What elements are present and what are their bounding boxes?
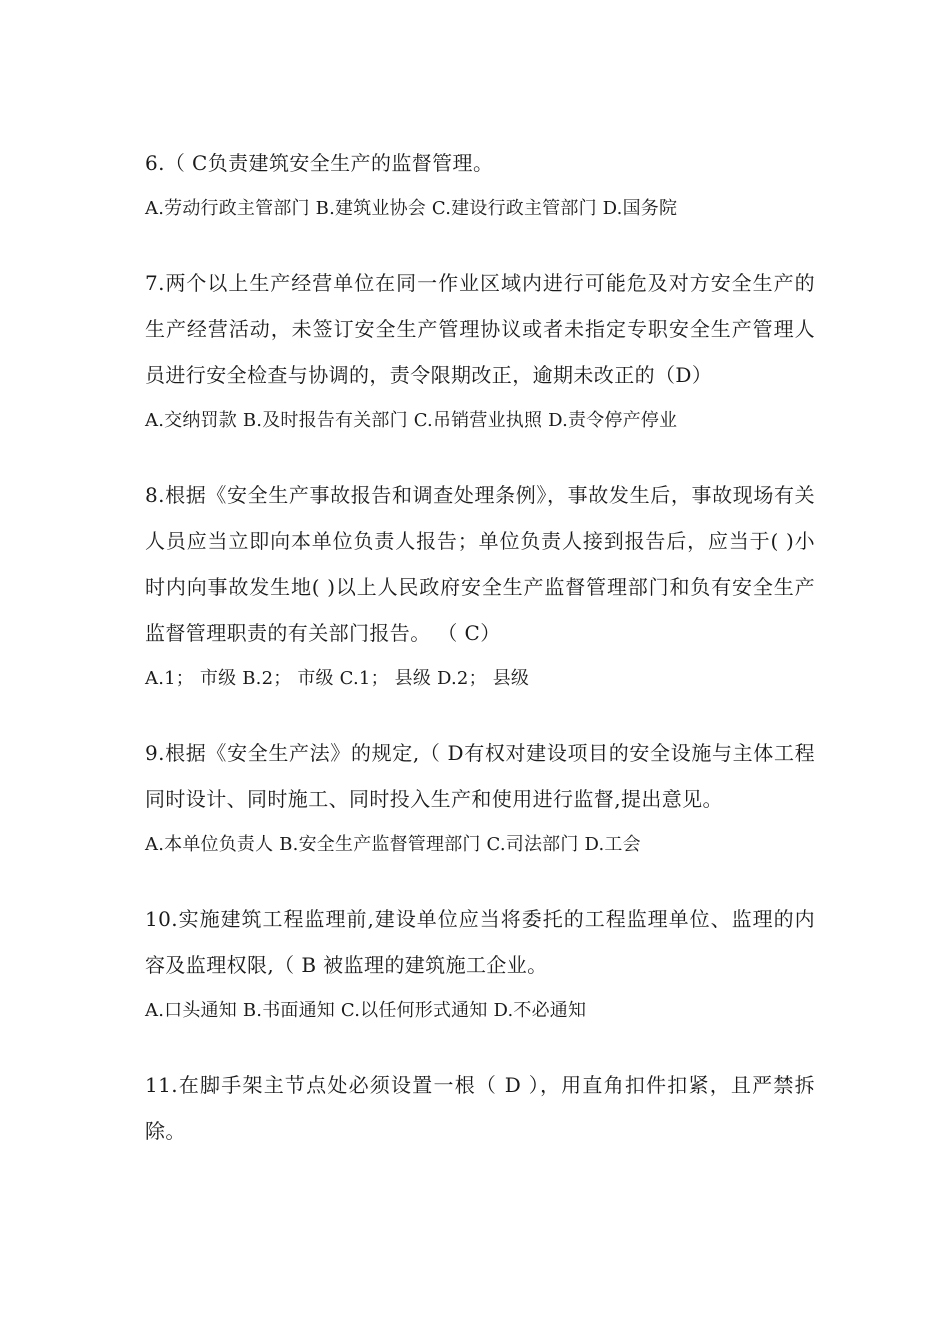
question-8 xyxy=(145,472,815,702)
question-6 xyxy=(145,140,815,232)
question-stem: 8.根据《安全生产事故报告和调查处理条例》，事故发生后，事故现场有关人员应当立即向本单位负责人报告；单位负责人接到报告后，应当于( )小时内向事故发生地( )以上人民政府安全生产监督管理部门和负有安全生产监督管理职责的有关部门报告。 （ C） xyxy=(145,483,815,645)
question-stem: 9.根据《安全生产法》的规定,（ D有权对建设项目的安全设施与主体工程同时设计、同时施工、同时投入生产和使用进行监督,提出意见。 xyxy=(145,741,815,811)
question-stem: 7.两个以上生产经营单位在同一作业区域内进行可能危及对方安全生产的生产经营活动，未签订安全生产管理协议或者未指定专职安全生产管理人员进行安全检查与协调的，责令限期改正，逾期未改正的（D） xyxy=(145,271,815,387)
question-9 xyxy=(145,730,815,868)
question-10 xyxy=(145,896,815,1034)
question-11 xyxy=(145,1062,815,1154)
document-page xyxy=(145,140,815,1182)
question-options: A.1； 市级 B.2； 市级 C.1； 县级 D.2； 县级 xyxy=(145,668,530,689)
question-options: A.交纳罚款 B.及时报告有关部门 C.吊销营业执照 D.责令停产停业 xyxy=(145,410,678,431)
question-stem: 10.实施建筑工程监理前,建设单位应当将委托的工程监理单位、监理的内容及监理权限,（ B 被监理的建筑施工企业。 xyxy=(145,907,815,977)
question-options: A.本单位负责人 B.安全生产监督管理部门 C.司法部门 D.工会 xyxy=(145,834,641,855)
question-options: A.劳动行政主管部门 B.建筑业协会 C.建设行政主管部门 D.国务院 xyxy=(145,198,678,219)
question-7 xyxy=(145,260,815,444)
question-stem: 6.（ C负责建筑安全生产的监督管理。 xyxy=(145,151,494,175)
question-stem: 11.在脚手架主节点处必须设置一根（ D ），用直角扣件扣紧，且严禁拆除。 xyxy=(145,1073,815,1143)
question-options: A.口头通知 B.书面通知 C.以任何形式通知 D.不必通知 xyxy=(145,1000,587,1021)
